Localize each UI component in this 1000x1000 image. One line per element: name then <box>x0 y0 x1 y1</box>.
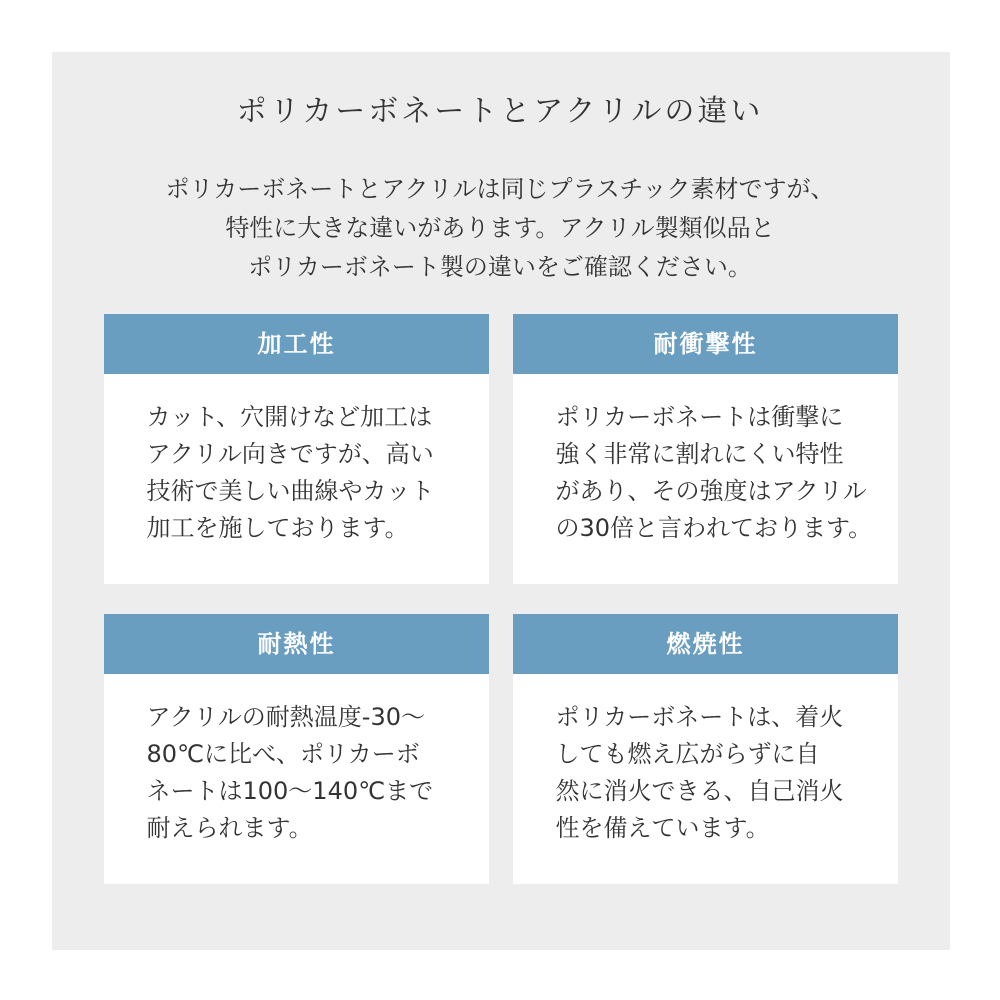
intro-text <box>0 170 1000 287</box>
card-line: アクリルの耐熱温度-30〜 <box>146 703 425 731</box>
card-description <box>147 674 447 847</box>
card-description <box>555 374 873 547</box>
card-heading: 加工性 <box>104 314 489 374</box>
feature-card-impact-resistance <box>513 314 898 584</box>
card-line: ポリカーボネートは、着火 <box>555 703 844 731</box>
intro-line: ポリカーボネートとアクリルは同じプラスチック素材ですが、 <box>165 175 835 203</box>
card-line: しても燃え広がらずに自 <box>555 740 820 768</box>
card-line: があり、その強度はアクリル <box>555 477 867 505</box>
card-line: アクリル向きですが、高い <box>146 440 434 468</box>
card-heading: 耐衝撃性 <box>513 314 898 374</box>
card-heading: 燃焼性 <box>513 614 898 674</box>
feature-card-heat-resistance <box>104 614 489 884</box>
card-line: ポリカーボネートは衝撃に <box>555 403 844 431</box>
card-line: 然に消火できる、自己消火 <box>555 777 844 805</box>
feature-card-processability <box>104 314 489 584</box>
card-line: カット、穴開けなど加工は <box>146 403 433 431</box>
card-line: 加工を施しております。 <box>146 514 409 542</box>
card-line: ネートは100〜140℃まで <box>146 777 434 805</box>
card-description <box>147 374 447 547</box>
card-description <box>556 674 856 847</box>
card-line: 耐えられます。 <box>146 814 313 842</box>
card-heading: 耐熱性 <box>104 614 489 674</box>
card-line: の30倍と言われております。 <box>555 514 873 542</box>
card-line: 強く非常に割れにくい特性 <box>555 440 844 468</box>
intro-line: ポリカーボネート製の違いをご確認ください。 <box>248 253 752 281</box>
feature-card-flammability <box>513 614 898 884</box>
card-line: 性を備えています。 <box>555 814 770 842</box>
card-line: 技術で美しい曲線やカット <box>146 477 435 505</box>
page-title: ポリカーボネートとアクリルの違い <box>236 94 764 129</box>
card-line: 80℃に比べ、ポリカーボ <box>146 740 420 768</box>
intro-line: 特性に大きな違いがあります。アクリル製類似品と <box>225 214 775 242</box>
